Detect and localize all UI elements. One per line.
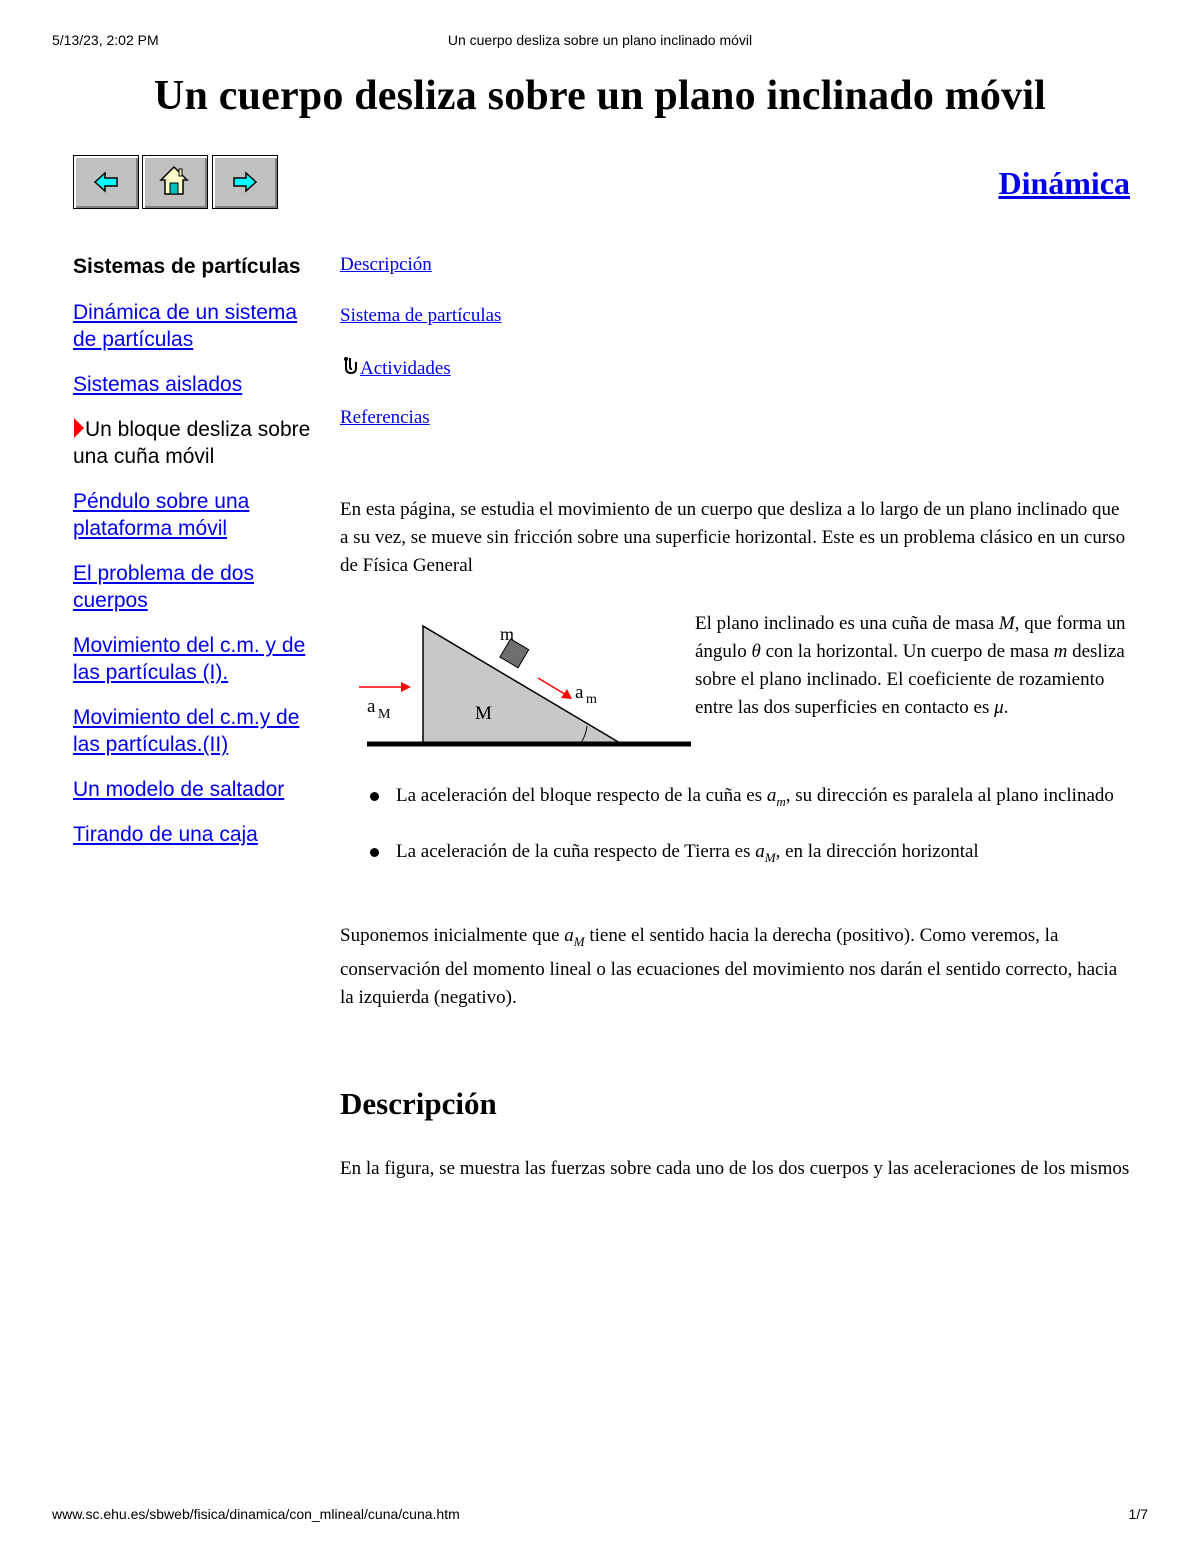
sidebar-item bbox=[73, 632, 323, 686]
page-title: Un cuerpo desliza sobre un plano inclinado móvil bbox=[153, 73, 1047, 119]
left-arrow-icon bbox=[92, 168, 120, 196]
sidebar-item bbox=[73, 821, 323, 848]
print-header bbox=[52, 32, 1148, 52]
table-of-contents bbox=[340, 254, 501, 458]
forward-button[interactable] bbox=[212, 155, 278, 209]
sidebar-item bbox=[73, 560, 323, 614]
bullet-icon bbox=[370, 848, 379, 857]
am-arrow bbox=[538, 678, 568, 696]
sidebar-item-link[interactable]: El problema de dos cuerpos bbox=[73, 562, 254, 612]
print-footer bbox=[52, 1506, 1148, 1526]
toc-referencias-link[interactable]: Referencias bbox=[340, 407, 430, 428]
figure-side-text: El plano inclinado es una cuña de masa M, que forma un ángulo θ con la horizontal. Un cuerpo de masa m desliza sobre el plano inclinado. El coeficiente de rozamiento entre las dos superficies en contacto es μ. bbox=[695, 613, 1126, 718]
list-item: La aceleración del bloque respecto de la cuña es $a_m$, su dirección es paralela al plano inclinado bbox=[340, 782, 1130, 816]
toc-descripcion-link[interactable]: Descripción bbox=[340, 254, 432, 275]
sidebar-item-link[interactable]: Tirando de una caja bbox=[73, 823, 258, 846]
page-url: www.sc.ehu.es/sbweb/fisica/dinamica/con_mlineal/cuna/cuna.htm bbox=[52, 1506, 460, 1522]
descripcion-heading: Descripción bbox=[340, 1086, 497, 1121]
wedge-shape bbox=[423, 626, 620, 743]
acceleration-list bbox=[340, 782, 1130, 894]
dinamica-link[interactable]: Dinámica bbox=[998, 165, 1130, 201]
toc-sistema-link[interactable]: Sistema de partículas bbox=[340, 305, 502, 326]
print-date: 5/13/23, 2:02 PM bbox=[52, 32, 159, 48]
label-aM: a bbox=[367, 696, 376, 717]
sidebar-heading: Sistemas de partículas bbox=[73, 255, 301, 278]
sidebar-item bbox=[73, 776, 323, 803]
current-marker-icon bbox=[73, 417, 85, 439]
descripcion-paragraph: En la figura, se muestra las fuerzas sobre cada uno de los dos cuerpos y las aceleraciones de los mismos bbox=[340, 1158, 1130, 1179]
home-icon bbox=[159, 165, 189, 197]
sidebar-item bbox=[73, 299, 323, 353]
sidebar-item bbox=[73, 371, 323, 398]
sidebar-item-link[interactable]: Sistemas aislados bbox=[73, 373, 243, 396]
sidebar bbox=[73, 253, 323, 866]
back-button[interactable] bbox=[73, 155, 139, 209]
sidebar-item-link[interactable]: Péndulo sobre una plataforma móvil bbox=[73, 490, 250, 540]
inclined-plane-figure bbox=[355, 610, 695, 760]
sidebar-item-current bbox=[73, 416, 323, 470]
right-arrow-icon bbox=[231, 168, 259, 196]
applet-icon bbox=[340, 356, 360, 376]
sidebar-list bbox=[73, 299, 323, 848]
page-number: 1/7 bbox=[1128, 1506, 1148, 1522]
sidebar-item-link[interactable]: Movimiento del c.m. y de las partículas (I). bbox=[73, 634, 306, 684]
intro-paragraph: En esta página, se estudia el movimiento de un cuerpo que desliza a lo largo de un plano inclinado que a su vez, se mueve sin fricción sobre una superficie horizontal. Este es un problema clásico en un curso de Física General bbox=[340, 499, 1126, 576]
list-item: La aceleración de la cuña respecto de Tierra es $a_M$, en la dirección horizontal bbox=[340, 838, 1130, 872]
sidebar-item-link[interactable]: Un modelo de saltador bbox=[73, 778, 285, 801]
sidebar-item bbox=[73, 488, 323, 542]
print-title: Un cuerpo desliza sobre un plano inclinado móvil bbox=[447, 32, 753, 48]
assumption-paragraph: Suponemos inicialmente que $a_M$ tiene el sentido hacia la derecha (positivo). Como veremos, la conservación del momento lineal o las ecuaciones del movimiento nos darán el sentido correcto, hacia la izquierda (negativo). bbox=[340, 925, 1118, 1008]
toc-actividades-link[interactable]: Actividades bbox=[360, 358, 451, 379]
sidebar-item bbox=[73, 704, 323, 758]
home-button[interactable] bbox=[142, 155, 208, 209]
label-am-sub: m bbox=[586, 692, 597, 707]
label-m: m bbox=[500, 624, 515, 644]
label-M: M bbox=[475, 703, 492, 724]
sidebar-item-link[interactable]: Dinámica de un sistema de partículas bbox=[73, 301, 298, 351]
sidebar-item-link[interactable]: Movimiento del c.m.y de las partículas.(II) bbox=[73, 706, 300, 756]
bullet-icon bbox=[370, 792, 379, 801]
label-am: a bbox=[575, 682, 584, 703]
label-aM-sub: M bbox=[378, 707, 391, 722]
sidebar-item-label: Un bloque desliza sobre una cuña móvil bbox=[73, 418, 311, 468]
